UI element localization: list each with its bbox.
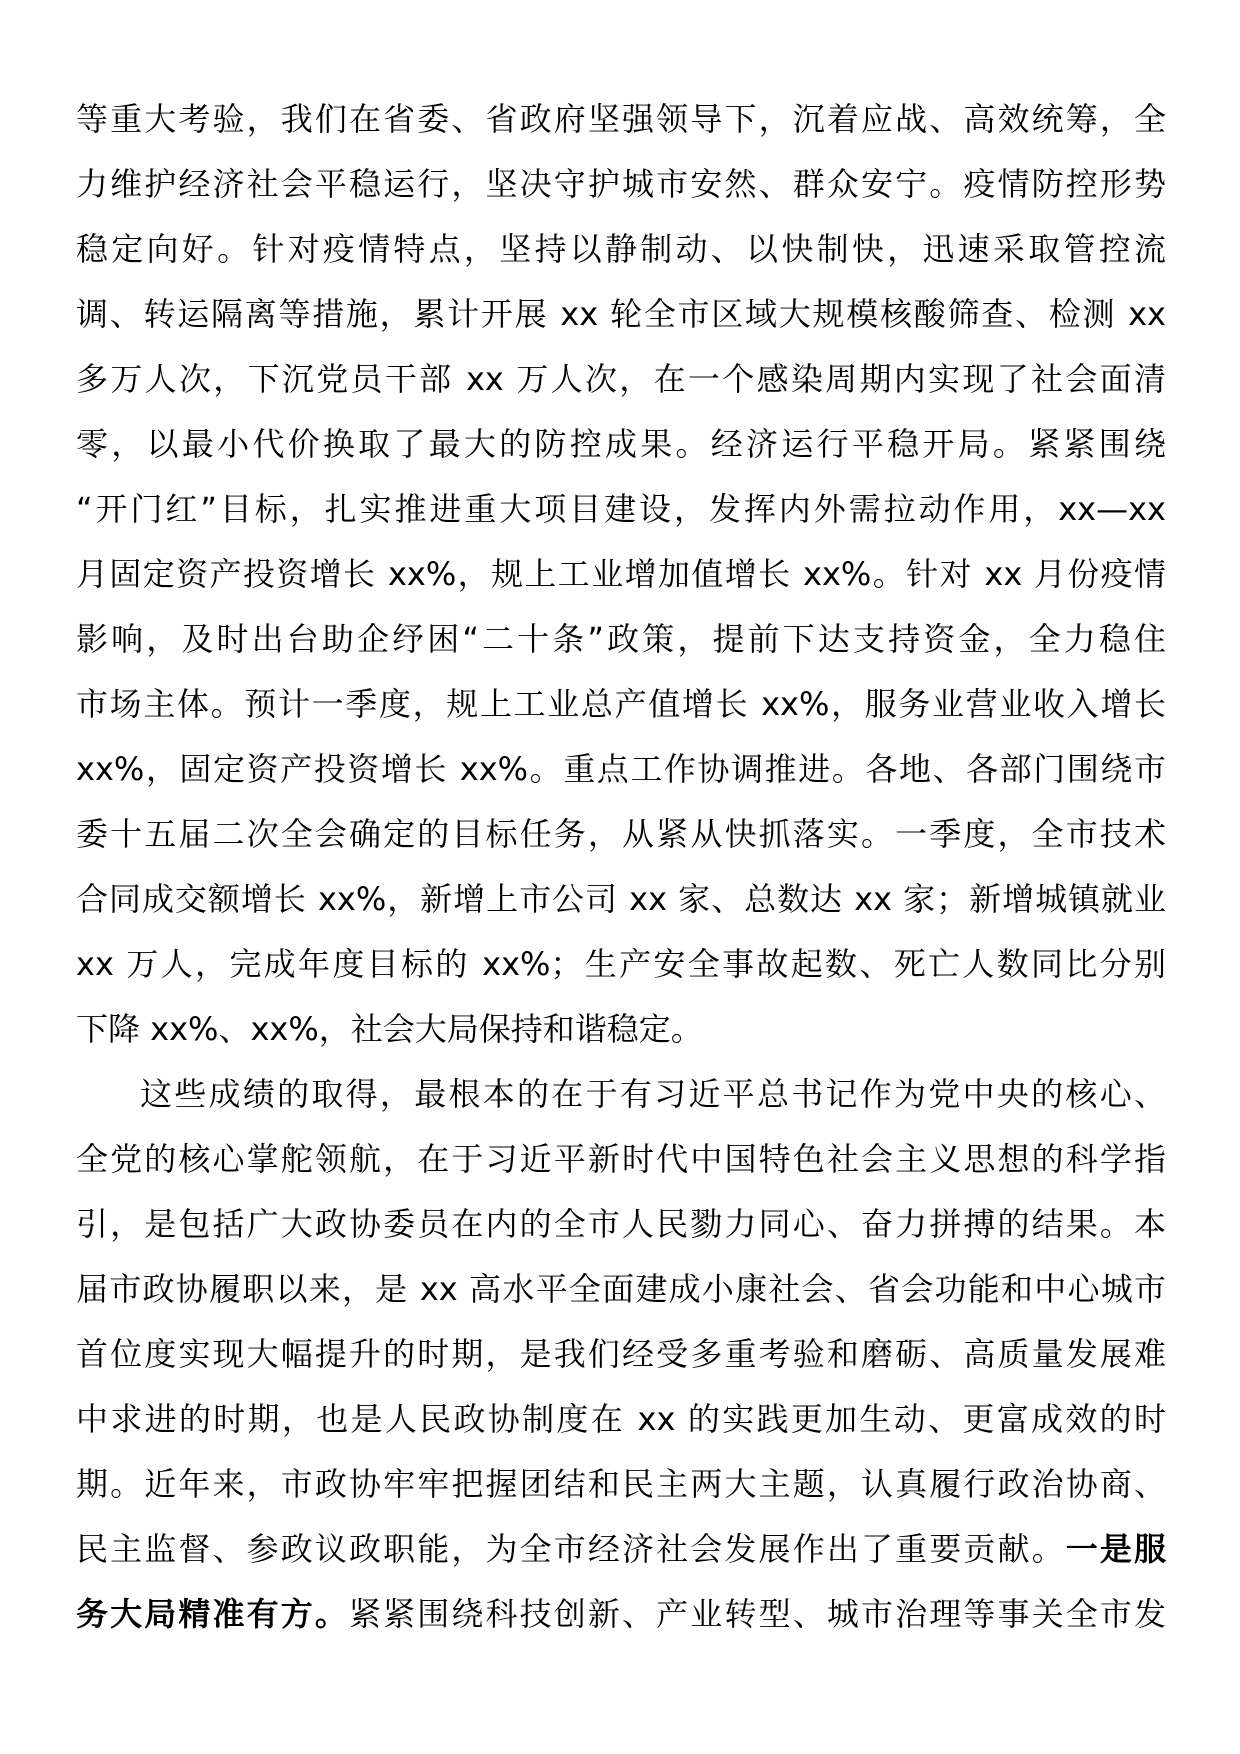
text-line: 月固定资产投资增长 xx%，规上工业增加值增长 xx%。针对 xx 月份疫情 — [76, 555, 1166, 593]
text-run: 紧紧围绕科技创新、产业转型、城市治理等事关全市发 — [349, 1595, 1166, 1633]
document-body — [76, 87, 1166, 1647]
text-line — [76, 1582, 1166, 1647]
text-run: 民主监督、参政议政职能，为全市经济社会发展作出了重要贡献。 — [76, 1530, 1066, 1568]
text-line: xx%，固定资产投资增长 xx%。重点工作协调推进。各地、各部门围绕市 — [76, 750, 1166, 788]
text-line: 零，以最小代价换取了最大的防控成果。经济运行平稳开局。紧紧围绕 — [76, 425, 1166, 463]
text-line: 稳定向好。针对疫情特点，坚持以静制动、以快制快，迅速采取管控流 — [76, 230, 1166, 268]
text-line: 下降 xx%、xx%，社会大局保持和谐稳定。 — [76, 1010, 703, 1048]
text-line: 这些成绩的取得，最根本的在于有习近平总书记作为党中央的核心、 — [140, 1075, 1166, 1113]
text-line: 引，是包括广大政协委员在内的全市人民勠力同心、奋力拼搏的结果。本 — [76, 1205, 1166, 1243]
text-line: 中求进的时期，也是人民政协制度在 xx 的实践更加生动、更富成效的时 — [76, 1400, 1166, 1438]
paragraph-2 — [76, 1062, 1166, 1647]
text-line: “开门红”目标，扎实推进重大项目建设，发挥内外需拉动作用，xx—xx — [76, 490, 1166, 528]
paragraph-1 — [76, 87, 1166, 1062]
text-line: xx 万人，完成年度目标的 xx%；生产安全事故起数、死亡人数同比分别 — [76, 945, 1166, 983]
bold-heading-run: 一是服 — [1065, 1530, 1166, 1568]
text-line: 全党的核心掌舵领航，在于习近平新时代中国特色社会主义思想的科学指 — [76, 1140, 1166, 1178]
text-line — [76, 1517, 1166, 1582]
text-line: 等重大考验，我们在省委、省政府坚强领导下，沉着应战、高效统筹，全 — [76, 100, 1166, 138]
text-line: 首位度实现大幅提升的时期，是我们经受多重考验和磨砺、高质量发展难 — [76, 1335, 1166, 1373]
text-line: 多万人次，下沉党员干部 xx 万人次，在一个感染周期内实现了社会面清 — [76, 360, 1166, 398]
text-line: 合同成交额增长 xx%，新增上市公司 xx 家、总数达 xx 家；新增城镇就业 — [76, 880, 1166, 918]
text-line: 委十五届二次全会确定的目标任务，从紧从快抓落实。一季度，全市技术 — [76, 815, 1166, 853]
text-line: 市场主体。预计一季度，规上工业总产值增长 xx%，服务业营业收入增长 — [76, 685, 1166, 723]
text-line: 影响，及时出台助企纾困“二十条”政策，提前下达支持资金，全力稳住 — [76, 620, 1166, 658]
text-line: 调、转运隔离等措施，累计开展 xx 轮全市区域大规模核酸筛查、检测 xx — [76, 295, 1166, 333]
bold-heading-run: 务大局精准有方。 — [76, 1595, 350, 1633]
text-line: 届市政协履职以来，是 xx 高水平全面建成小康社会、省会功能和中心城市 — [76, 1270, 1166, 1308]
text-line: 期。近年来，市政协牢牢把握团结和民主两大主题，认真履行政治协商、 — [76, 1465, 1166, 1503]
text-line: 力维护经济社会平稳运行，坚决守护城市安然、群众安宁。疫情防控形势 — [76, 165, 1166, 203]
